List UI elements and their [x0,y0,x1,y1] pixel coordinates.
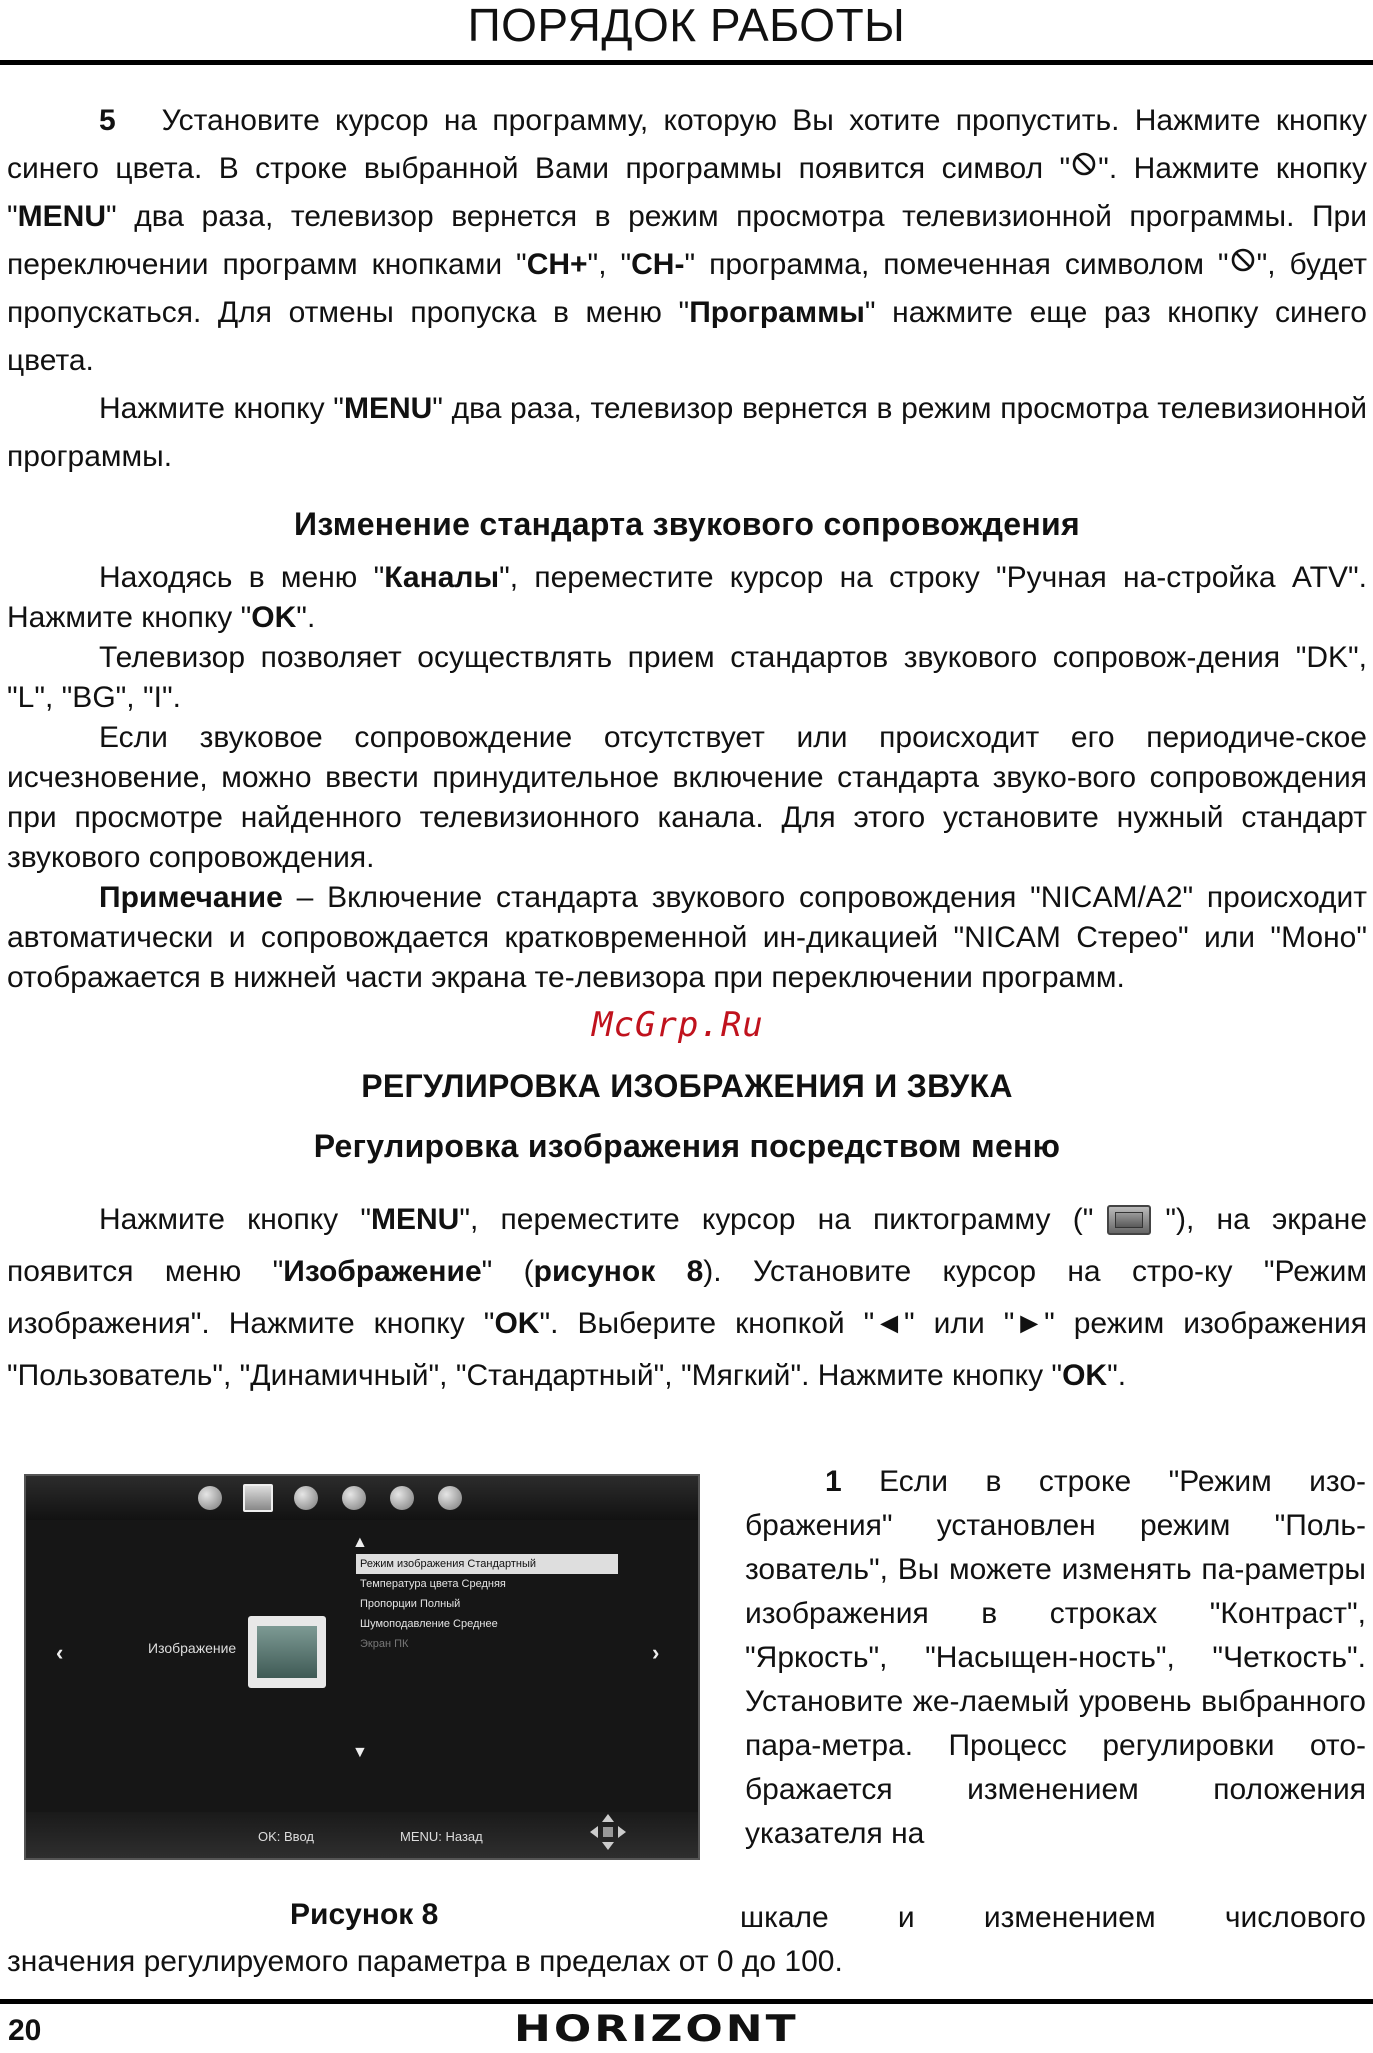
paragraph-note: Примечание – Включение стандарта звукового сопровождения "NICAM/A2" происходит автоматически и сопровождается кратковременной ин-дикацией "NICAM Стерео" или "Моно" отображается в нижней части экрана те-левизора при переключении программ. [7,881,1367,994]
tv-menu-list [356,1554,618,1654]
paragraph-menu-return: Нажмите кнопку "MENU" два раза, телевизор вернется в режим просмотра телевизионной программы. [7,392,1368,473]
note-label: Примечание [99,881,283,914]
menu-hint: MENU: Назад [400,1829,483,1844]
tv-menu-row[interactable]: Температура цвета Средняя [360,1578,506,1590]
picture-sound-heading: РЕГУЛИРОВКА ИЗОБРАЖЕНИЯ И ЗВУКА [361,1068,1013,1104]
scroll-down-icon: ▼ [352,1744,368,1761]
bottom-rule [0,1999,1373,2004]
clock-icon [390,1486,414,1510]
picture-menu-icon [1107,1205,1151,1235]
satellite-icon [198,1486,222,1510]
page-title: ПОРЯДОК РАБОТЫ [467,0,906,51]
watermark: McGrp.Ru [592,1005,764,1045]
top-rule [0,60,1373,65]
tv-hint-bar [26,1812,698,1858]
tail-line-b: значения регулируемого параметра в пределах от 0 до 100. [7,1945,843,1978]
tail-line-a: шкале и изменением числового [740,1901,1366,1934]
page-number: 20 [8,2014,42,2047]
figure-caption: Рисунок 8 [290,1898,439,1931]
left-arrow-icon: ‹ [56,1640,64,1665]
section-audio-standard [7,500,1367,998]
right-arrow-icon: › [652,1640,660,1665]
tv-menu-row[interactable]: Режим изображения Стандартный [356,1554,618,1574]
audio-standard-heading: Изменение стандарта звукового сопровождения [294,506,1080,542]
picture-menu-subheading: Регулировка изображения посредством меню [313,1128,1061,1164]
scroll-up-icon: ▲ [352,1534,368,1551]
skip-symbol-icon [1229,248,1257,276]
paragraph-channels: Находясь в меню "Каналы", переместите курсор на строку "Ручная на-стройка ATV". Нажмите кнопку "OK". [7,561,1367,634]
ok-hint: OK: Ввод [258,1829,314,1844]
skip-symbol-icon [1070,152,1098,180]
tv-icon-bar [26,1476,698,1520]
lock-icon [438,1486,462,1510]
side-paragraph: 1 Если в строке "Режим изо-бражения" установлен режим "Поль-зователь", Вы можете изменять па-раметры изображения в строках "Контраст", "Яркость", "Насыщен-ность", "Четкость". Установите же-лаемый уровень выбранного пара-метра. Процесс регулировки ото-бражается изменением положения указателя на [745,1465,1366,1850]
tools-icon [342,1486,366,1510]
section-skip-program [7,97,1367,481]
paragraph-forced-standard: Если звуковое сопровождение отсутствует или происходит его периодиче-ское исчезновение, можно ввести принудительное включение стандарта звуко-вого сопровождения при просмотре найденного телевизионного канала. Для этого установите нужный стандарт звукового сопровождения. [7,721,1367,874]
tv-menu-screenshot [24,1474,700,1860]
navigation-cross-icon [588,1812,628,1852]
section-picture-adjust [7,1062,1367,1402]
tv-menu-row[interactable]: Шумоподавление Среднее [360,1618,498,1630]
brand-logo: HORIZONT [514,2008,799,2050]
sound-icon [294,1486,318,1510]
paragraph-skip: 5 Установите курсор на программу, которую Вы хотите пропустить. Нажмите кнопку синего цвета. В строке выбранной Вами программы появится символ " ". Нажмите кнопку "MENU" два раза, телевизор вернется в режим просмотра телевизионной программы. При переключении программ кнопками "CH+", "CH-" программа, помеченная символом " ", будет пропускаться. Для отмены пропуска в меню "Программы" нажмите еще раз кнопку синего цвета. [7,104,1367,377]
picture-thumbnail-icon [248,1616,326,1688]
tv-menu-row: Экран ПК [360,1638,409,1650]
tv-menu-row[interactable]: Пропорции Полный [360,1598,461,1610]
paragraph-standards: Телевизор позволяет осуществлять прием стандартов звукового сопровож-дения "DK", "L", "BG", "I". [7,641,1367,714]
paragraph-picture-menu: Нажмите кнопку "MENU", переместите курсор на пиктограмму (" "), на экране появится меню "Изображение" (рисунок 8). Установите курсор на стро-ку "Режим изображения". Нажмите кнопку "OK". Выберите кнопкой "◄" или "►" режим изображения "Пользователь", "Динамичный", "Стандартный", "Мягкий". Нажмите кнопку "OK". [7,1203,1368,1392]
picture-icon [243,1484,273,1512]
tv-menu-label: Изображение [148,1640,237,1656]
